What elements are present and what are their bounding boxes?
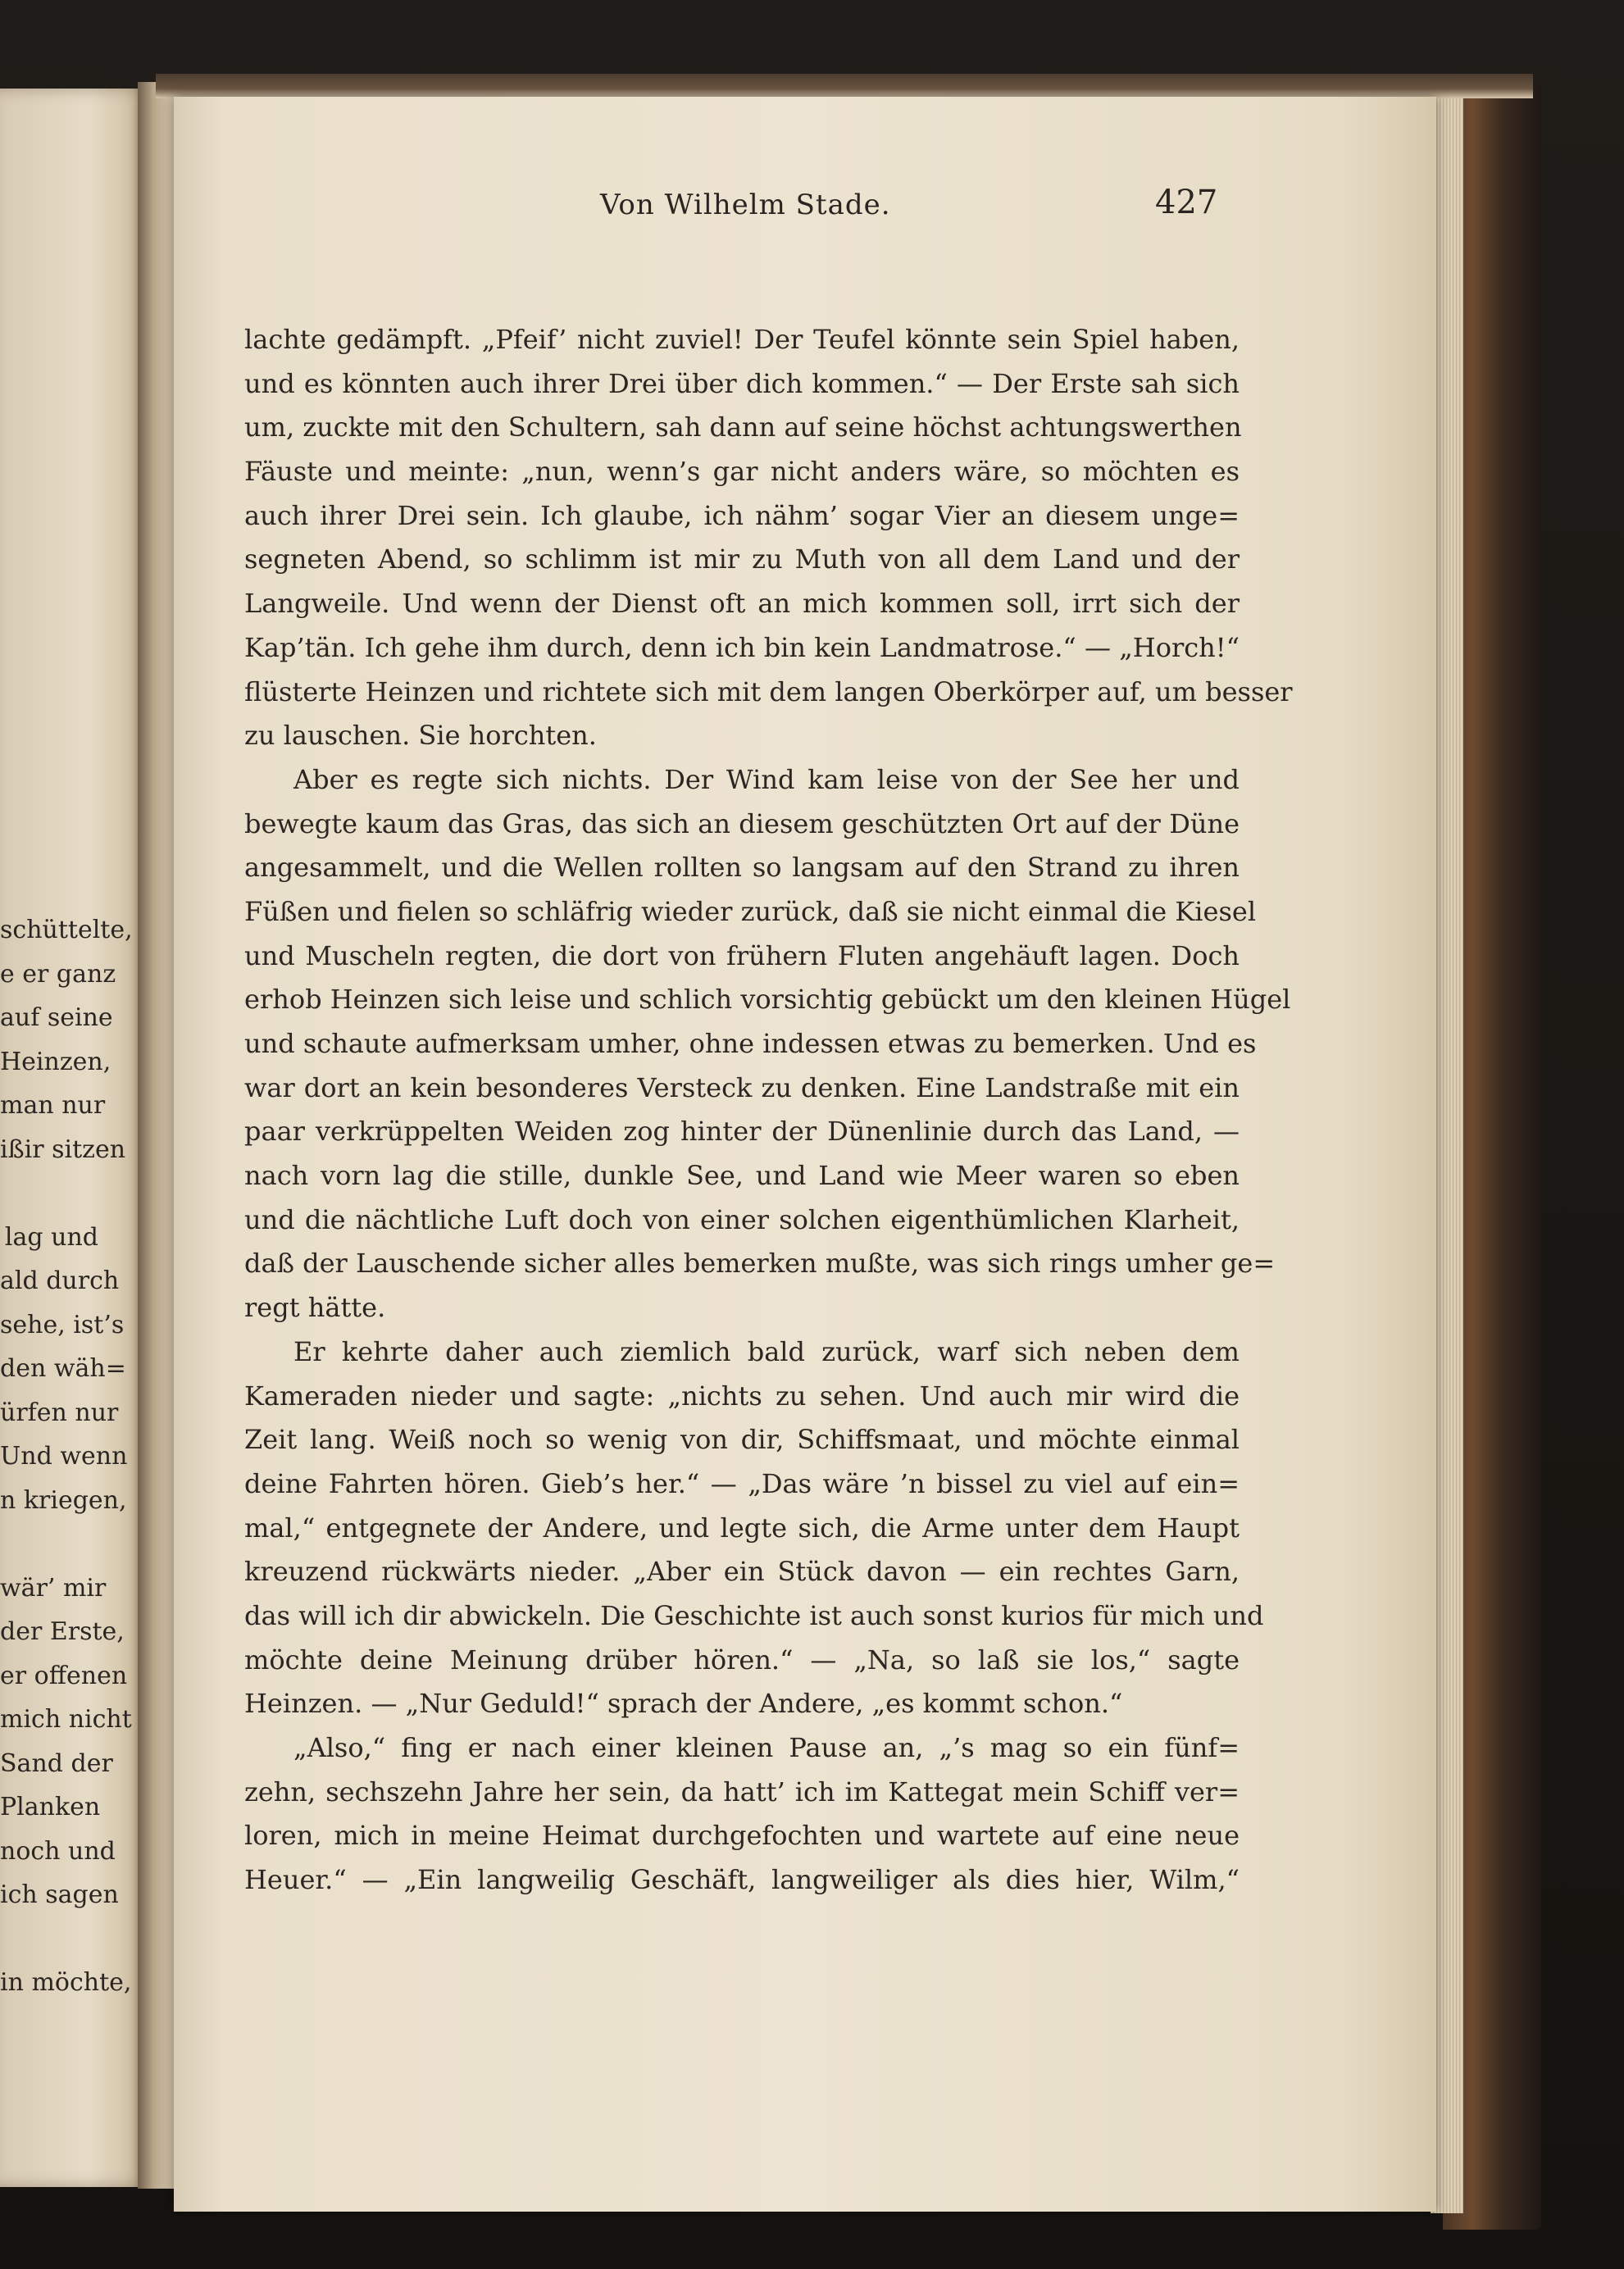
text-line: Aber es regte sich nichts. Der Wind kam leise von der See her und [293,763,1240,795]
left-page-fragment: lag und [4,1222,98,1252]
text-line: Heuer.“ — „Ein langweilig Geschäft, langweiliger als dies hier, Wilm,“ [244,1864,1240,1896]
left-page-fragment: wär’ mir [0,1573,107,1603]
left-page-fragment: e er ganz [0,959,116,989]
text-line: loren, mich in meine Heimat durchgefochten und wartete auf eine neue [244,1820,1240,1852]
text-line: Kap’tän. Ich gehe ihm durch, denn ich bin kein Landmatrose.“ — „Horch!“ [244,631,1240,663]
text-line: Fäuste und meinte: „nun, wenn’s gar nicht anders wäre, so möchten es [244,456,1240,488]
text-line: kreuzend rückwärts nieder. „Aber ein Stück davon — ein rechtes Garn, [244,1556,1240,1588]
left-page-fragment: in möchte, [0,1968,132,1997]
left-page-fragment: ürfen nur [0,1398,119,1427]
left-page-fragment: noch und [0,1836,116,1866]
text-line: Heinzen. — „Nur Geduld!“ sprach der Andere, „es kommt schon.“ [244,1688,1123,1720]
left-page-fragment: Planken [0,1793,101,1821]
page-number: 427 [1155,184,1218,221]
text-line: Füßen und fielen so schläfrig wieder zurück, daß sie nicht einmal die Kiesel [244,895,1257,927]
text-line: um, zuckte mit den Schultern, sah dann auf seine höchst achtungswerthen [244,412,1242,443]
body-text [244,318,1293,1903]
left-page-fragment [0,1522,98,1566]
left-page [0,89,148,2187]
left-page-fragment: Und wenn [0,1442,128,1471]
left-page-fragment: ald durch [0,1266,120,1295]
left-page-fragment: ich sagen [0,1880,119,1909]
text-line: war dort an kein besonderes Versteck zu denken. Eine Landstraße mit ein [244,1071,1240,1103]
book-cover-top-edge [156,74,1533,98]
text-line: „Also,“ fing er nach einer kleinen Pause an, „’s mag so ein fünf= [293,1732,1240,1763]
left-page-fragment: der Erste, [0,1617,125,1646]
text-line: lachte gedämpft. „Pfeif’ nicht zuviel! Der Teufel könnte sein Spiel haben, [244,324,1240,355]
text-line: daß der Lauschende sicher alles bemerken mußte, was sich rings umher ge= [244,1248,1276,1280]
text-line: nach vorn lag die stille, dunkle See, und Land wie Meer waren so eben [244,1160,1240,1192]
book-gutter [138,82,177,2189]
text-line: Kameraden nieder und sagte: „nichts zu sehen. Und auch mir wird die [244,1380,1240,1412]
left-page-fragment [0,1917,98,1962]
left-page-fragment: den wäh= [0,1354,126,1383]
left-page-fragment: Sand der [0,1748,113,1778]
text-line: mal,“ entgegnete der Andere, und legte sich, die Arme unter dem Haupt [244,1512,1240,1544]
left-page-fragment: mich nicht [0,1705,132,1734]
left-page-fragment: man nur [0,1091,106,1120]
text-line: und Muscheln regten, die dort von frühern Fluten angehäuft lagen. Doch [244,939,1240,971]
text-line: und die nächtliche Luft doch von einer solchen eigenthümlichen Klarheit, [244,1203,1240,1235]
text-line: flüsterte Heinzen und richtete sich mit dem langen Oberkörper auf, um besser [244,675,1293,707]
text-line: Langweile. Und wenn der Dienst oft an mich kommen soll, irrt sich der [244,588,1240,620]
left-page-fragment [0,1171,98,1216]
text-line: deine Fahrten hören. Gieb’s her.“ — „Das wäre ’n bissel zu viel auf ein= [244,1467,1240,1499]
left-page-fragment: Heinzen, [0,1047,111,1076]
left-page-text-fragments [0,908,133,2005]
text-line: Zeit lang. Weiß noch so wenig von dir, Schiffsmaat, und möchte einmal [244,1424,1240,1456]
text-line: und schaute aufmerksam umher, ohne indessen etwas zu bemerken. Und es [244,1028,1257,1059]
text-line: möchte deine Meinung drüber hören.“ — „Na, so laß sie los,“ sagte [244,1644,1240,1676]
left-page-fragment: schüttelte, [0,916,133,944]
text-line: paar verkrüppelten Weiden zog hinter der Dünenlinie durch das Land, — [244,1116,1240,1148]
left-page-fragment: sehe, ist’s [0,1310,125,1339]
text-line: Er kehrte daher auch ziemlich bald zurück, warf sich neben dem [293,1335,1240,1367]
text-line: regt hätte. [244,1292,386,1324]
right-page [174,97,1436,2212]
text-line: das will ich dir abwickeln. Die Geschichte ist auch sonst kurios für mich und [244,1599,1264,1631]
text-line: auch ihrer Drei sein. Ich glaube, ich nähm’ sogar Vier an diesem unge= [244,499,1240,531]
left-page-fragment: n kriegen, [0,1485,127,1515]
text-line: erhob Heinzen sich leise und schlich vorsichtig gebückt um den kleinen Hügel [244,984,1291,1016]
left-page-fragment: er offenen [0,1661,128,1690]
text-line: segneten Abend, so schlimm ist mir zu Muth von all dem Land und der [244,543,1240,575]
text-line: zehn, sechszehn Jahre her sein, da hatt’ ich im Kattegat mein Schiff ver= [244,1776,1240,1807]
text-line: angesammelt, und die Wellen rollten so langsam auf den Strand zu ihren [244,852,1240,884]
text-line: bewegte kaum das Gras, das sich an diesem geschützten Ort auf der Düne [244,807,1240,839]
left-page-fragment: auf seine [0,1003,113,1032]
left-page-fragment: ißir sitzen [0,1134,126,1164]
text-line: und es könnten auch ihrer Drei über dich kommen.“ — Der Erste sah sich [244,367,1240,399]
text-line: zu lauschen. Sie horchten. [244,720,597,752]
running-head-title: Von Wilhelm Stade. [600,189,891,221]
